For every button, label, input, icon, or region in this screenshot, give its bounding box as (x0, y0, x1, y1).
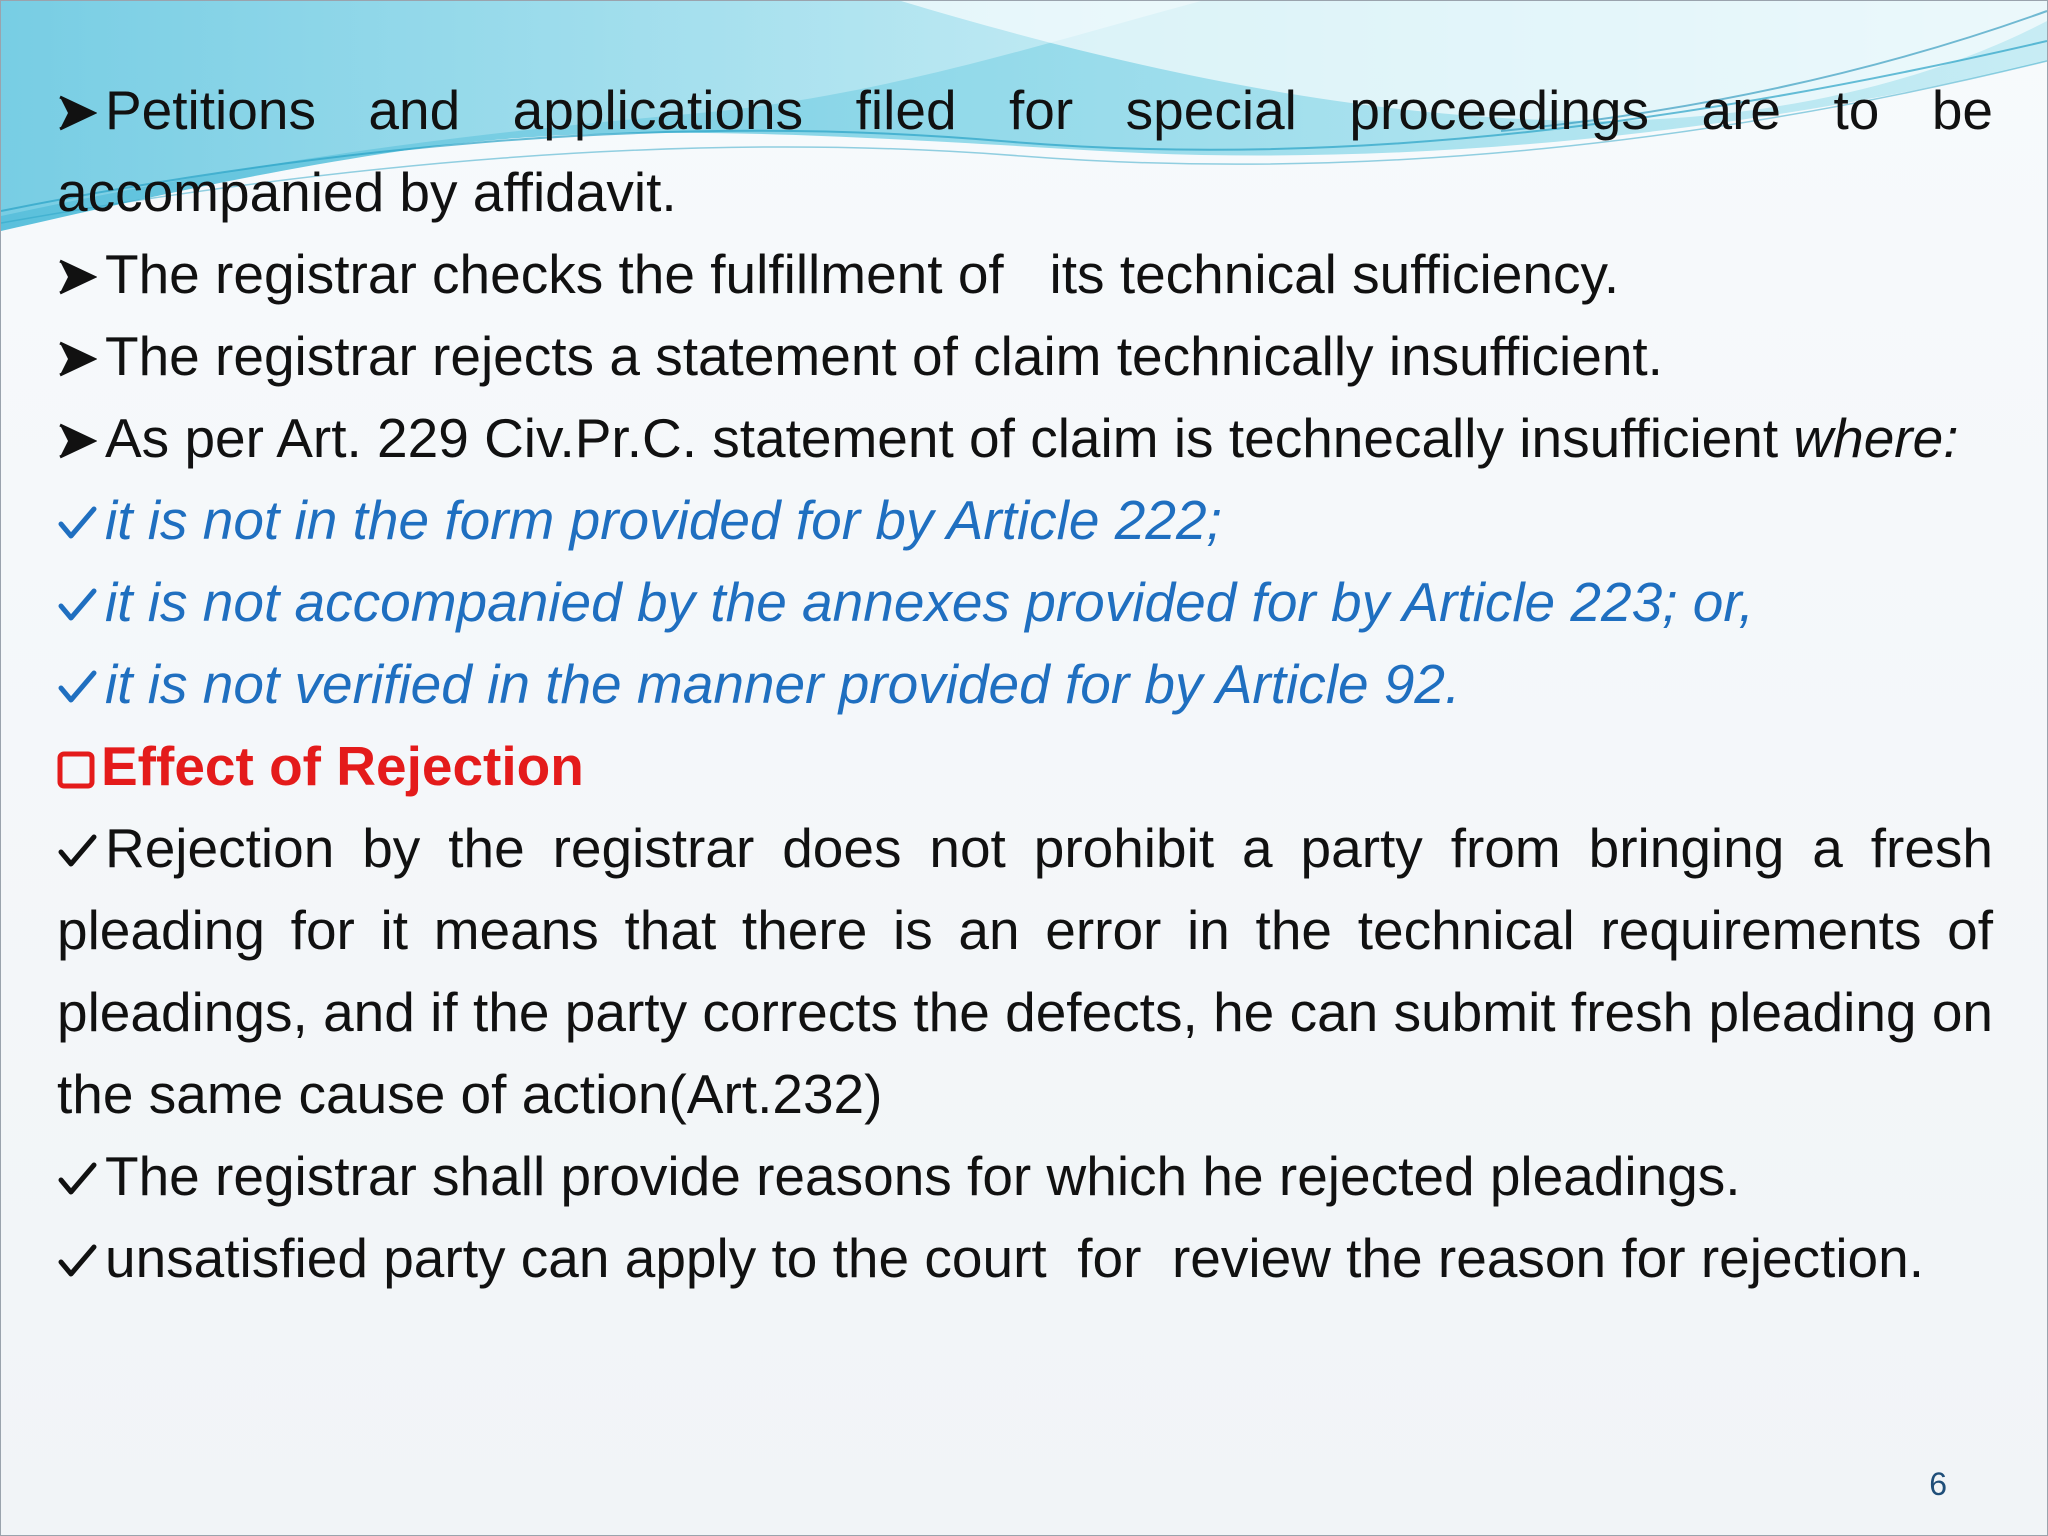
condition-text: it is not accompanied by the annexes provided for by Article 223; or, (105, 571, 1754, 633)
effect-rejection (57, 807, 1993, 1135)
bullet-text: The registrar rejects a statement of claim technically insufficient. (105, 325, 1663, 387)
arrow-bullet-icon (57, 233, 105, 315)
effect-text: unsatisfied party can apply to the court for review the reason for rejection. (105, 1227, 1925, 1289)
condition-verified (57, 643, 1993, 725)
arrow-bullet-icon (57, 69, 105, 151)
bullet-text: The registrar checks the fulfillment of its technical sufficiency. (105, 243, 1620, 305)
bullet-text: Petitions and applications filed for special proceedings are to be accompanied by affidavit. (57, 79, 1993, 223)
bullet-registrar-checks (57, 233, 1993, 315)
arrow-bullet-icon (57, 315, 105, 397)
checkmark-icon (57, 561, 105, 643)
checkmark-icon (57, 643, 105, 725)
checkmark-icon (57, 479, 105, 561)
section-heading (57, 725, 1993, 807)
condition-annexes (57, 561, 1993, 643)
effect-text: The registrar shall provide reasons for which he rejected pleadings. (105, 1145, 1741, 1207)
bullet-petitions (57, 69, 1993, 233)
checkmark-icon (57, 807, 105, 889)
checkmark-icon (57, 1135, 105, 1217)
page-number: 6 (1929, 1466, 1947, 1502)
square-bullet-icon (57, 725, 101, 807)
arrow-bullet-icon (57, 397, 105, 479)
slide-content (57, 69, 1993, 1299)
bullet-registrar-rejects (57, 315, 1993, 397)
checkmark-icon (57, 1217, 105, 1299)
effect-review (57, 1217, 1993, 1299)
bullet-italic-tail: where: (1793, 407, 1959, 469)
bullet-art-229 (57, 397, 1993, 479)
bullet-text: As per Art. 229 Civ.Pr.C. statement of claim is technecally insufficient (105, 407, 1794, 469)
effect-text: Rejection by the registrar does not prohibit a party from bringing a fresh pleading for it means that there is an error in the technical requirements of pleadings, and if the party corrects the defects, he can submit fresh pleading on the same cause of action(Art.232) (57, 817, 1993, 1125)
condition-text: it is not in the form provided for by Article 222; (105, 489, 1222, 551)
effect-reasons (57, 1135, 1993, 1217)
condition-text: it is not verified in the manner provided for by Article 92. (105, 653, 1461, 715)
condition-form (57, 479, 1993, 561)
heading-text: Effect of Rejection (101, 735, 584, 797)
